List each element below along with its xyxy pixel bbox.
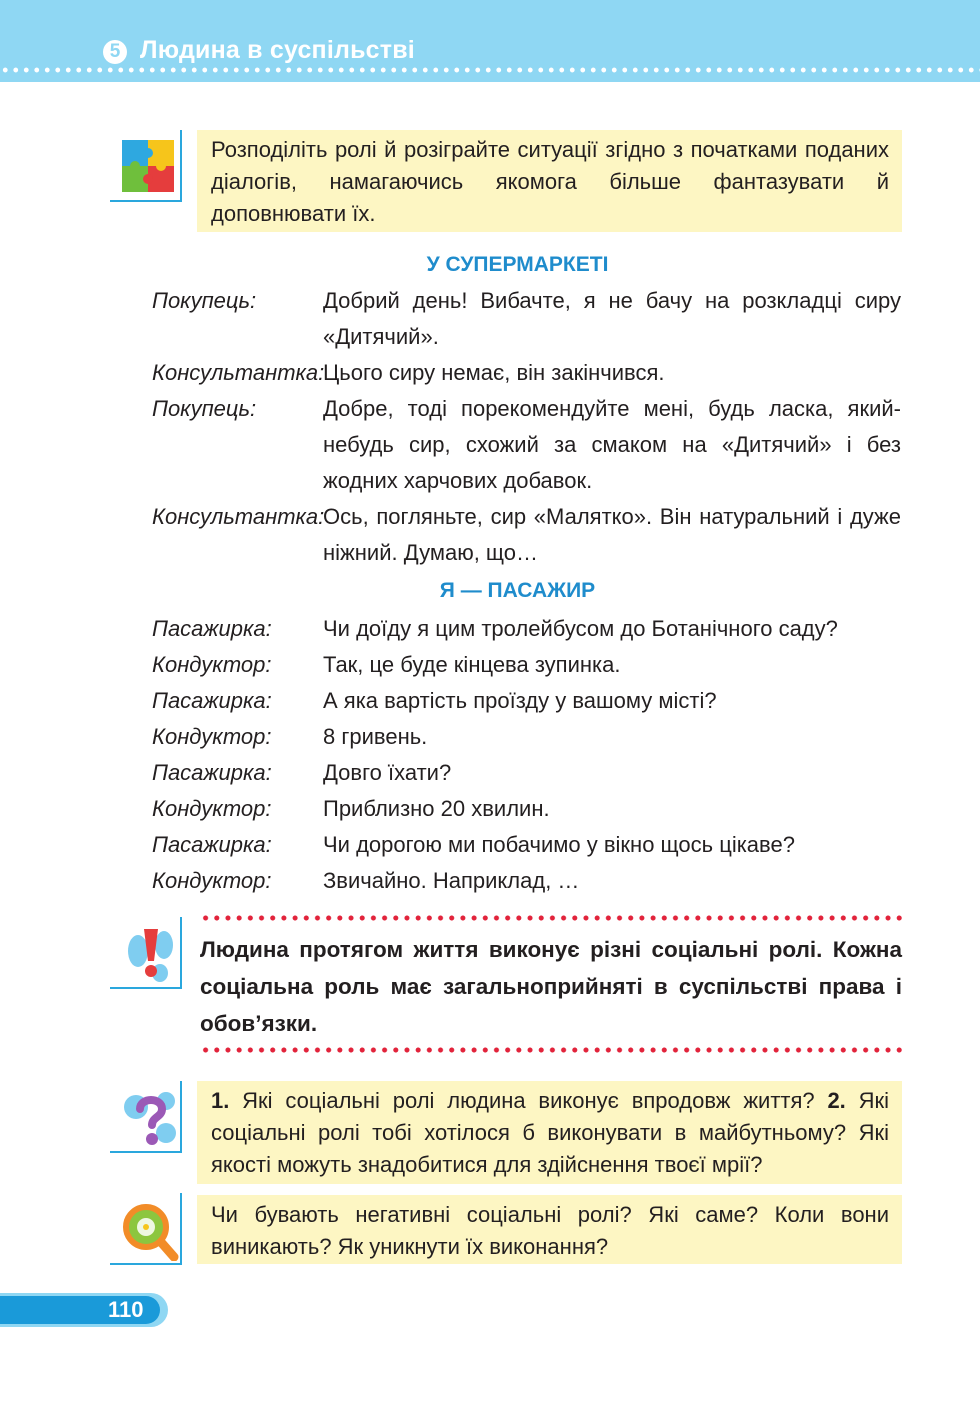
dialog-title-passenger: Я — ПАСАЖИР	[439, 579, 596, 602]
dialog-line: 8 гривень.	[323, 724, 428, 749]
dialog-speaker: Пасажирка:	[152, 760, 272, 785]
puzzle-icon	[110, 130, 182, 202]
dialog-title-supermarket: У СУПЕРМАРКЕТІ	[426, 253, 609, 276]
dialog-speaker: Консультантка:	[152, 360, 325, 385]
dialog-line: А яка вартість проїзду у вашому місті?	[323, 688, 717, 713]
dialog-line: Добрий день! Вибачте, я не бачу на розкладці сиру «Дитячий».	[323, 288, 901, 349]
dialog-speaker: Пасажирка:	[152, 616, 272, 641]
question-text: Які соціальні ролі людина виконує впродовж життя?	[229, 1088, 828, 1113]
dialog-speaker: Кондуктор:	[152, 868, 272, 893]
question-text: Які соціальні ролі тобі хотілося б виконувати в майбутньому? Які якості можуть знадобитися для здійснення твоєї мрії?	[211, 1088, 890, 1177]
dialog-speaker: Пасажирка:	[152, 832, 272, 857]
page-number: 110	[108, 1297, 144, 1322]
dialog-line: Так, це буде кінцева зупинка.	[323, 652, 621, 677]
dialog-line: Приблизно 20 хвилин.	[323, 796, 550, 821]
question-number: 1.	[211, 1088, 230, 1113]
question-number: 2.	[827, 1088, 846, 1113]
magnifier-icon	[110, 1193, 182, 1265]
rule-bottom-dotted-divider	[200, 1046, 902, 1054]
dialog-line: Цього сиру немає, він закінчився.	[323, 360, 665, 385]
exclamation-icon	[110, 917, 182, 989]
dialog-speaker: Кондуктор:	[152, 724, 272, 749]
dialog-line: Ось, погляньте, сир «Малятко». Він натуральний і дуже ніжний. Думаю, що…	[323, 504, 901, 565]
task2-text: Чи бувають негативні соціальні ролі? Які саме? Коли вони виникають? Як уникнути їх виконання?	[211, 1202, 889, 1259]
question-icon	[110, 1081, 182, 1153]
task-text: Розподіліть ролі й розіграйте ситуації згідно з початками поданих діалогів, намагаючись якомога більше фантазувати й доповнювати їх.	[211, 137, 889, 226]
dialog-speaker: Пасажирка:	[152, 688, 272, 713]
dialog-speaker: Покупець:	[152, 288, 257, 313]
rule-top-dotted-divider	[200, 914, 902, 922]
dialog-speaker: Консультантка:	[152, 504, 325, 529]
dialog-line: Довго їхати?	[323, 760, 452, 785]
chapter-title: Людина в суспільстві	[140, 36, 415, 64]
dialog-line: Звичайно. Наприклад, …	[323, 868, 580, 893]
dialog-line: Чи доїду я цим тролейбусом до Ботанічного саду?	[323, 616, 838, 641]
questions-text	[211, 1085, 889, 1181]
header-dots-divider	[0, 66, 980, 74]
dialog-speaker: Покупець:	[152, 396, 257, 421]
chapter-number: 5	[103, 40, 127, 64]
rule-text: Людина протягом життя виконує різні соціальні ролі. Кожна соціальна роль має загальноприйняті в суспільстві права і обов’язки.	[200, 937, 902, 1036]
dialog-speaker: Кондуктор:	[152, 796, 272, 821]
dialog-speaker: Кондуктор:	[152, 652, 272, 677]
dialog-line: Чи дорогою ми побачимо у вікно щось цікаве?	[323, 832, 795, 857]
dialog-line: Добре, тоді порекомендуйте мені, будь ласка, який-небудь сир, схожий за смаком на «Дитячий» і без жодних харчових добавок.	[323, 396, 901, 493]
